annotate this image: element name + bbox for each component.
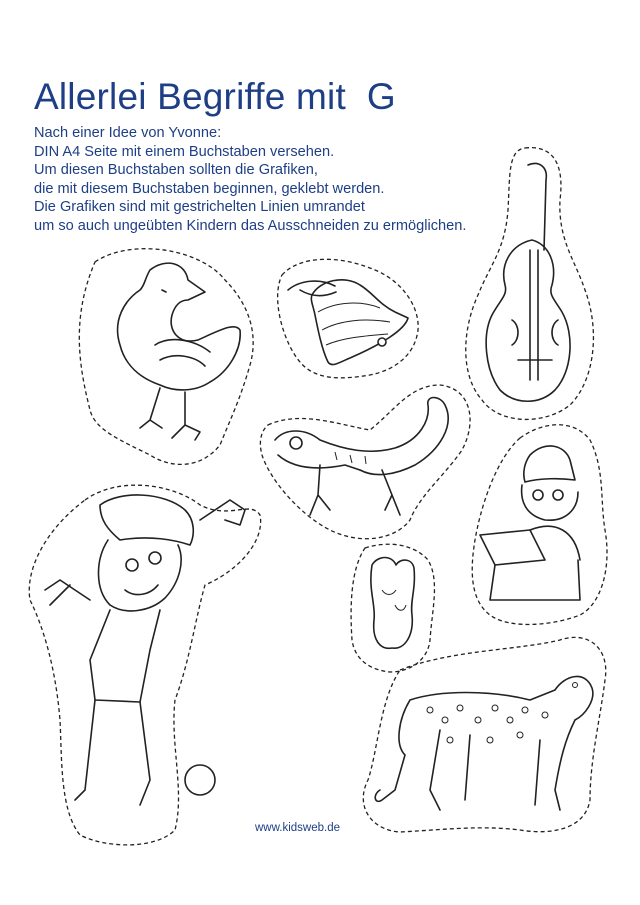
intro-line: Nach einer Idee von Yvonne: bbox=[34, 125, 222, 141]
footer-website: www.kidsweb.de bbox=[255, 822, 341, 834]
page-title: Allerlei Begriffe mit G bbox=[34, 76, 396, 117]
intro-line: Um diesen Buchstaben sollten die Grafiken, bbox=[34, 162, 318, 179]
intro-line: die mit diesem Buchstaben beginnen, geklebt werden. bbox=[34, 180, 385, 197]
cheetah-illustration bbox=[363, 637, 605, 832]
bell-illustration bbox=[278, 259, 418, 378]
intro-line: DIN A4 Seite mit einem Buchstaben versehen. bbox=[34, 143, 335, 160]
gnome-illustration bbox=[472, 425, 607, 625]
violin-illustration bbox=[466, 148, 594, 420]
gummy-bear-illustration bbox=[351, 544, 434, 672]
goose-illustration bbox=[79, 249, 253, 465]
golfer-boy-illustration bbox=[29, 485, 260, 845]
intro-line: um so auch ungeübten Kindern das Ausschneiden zu ermöglichen. bbox=[34, 217, 467, 234]
lizard-illustration bbox=[260, 385, 470, 539]
intro-line: Die Grafiken sind mit gestrichelten Linien umrandet bbox=[34, 199, 365, 216]
